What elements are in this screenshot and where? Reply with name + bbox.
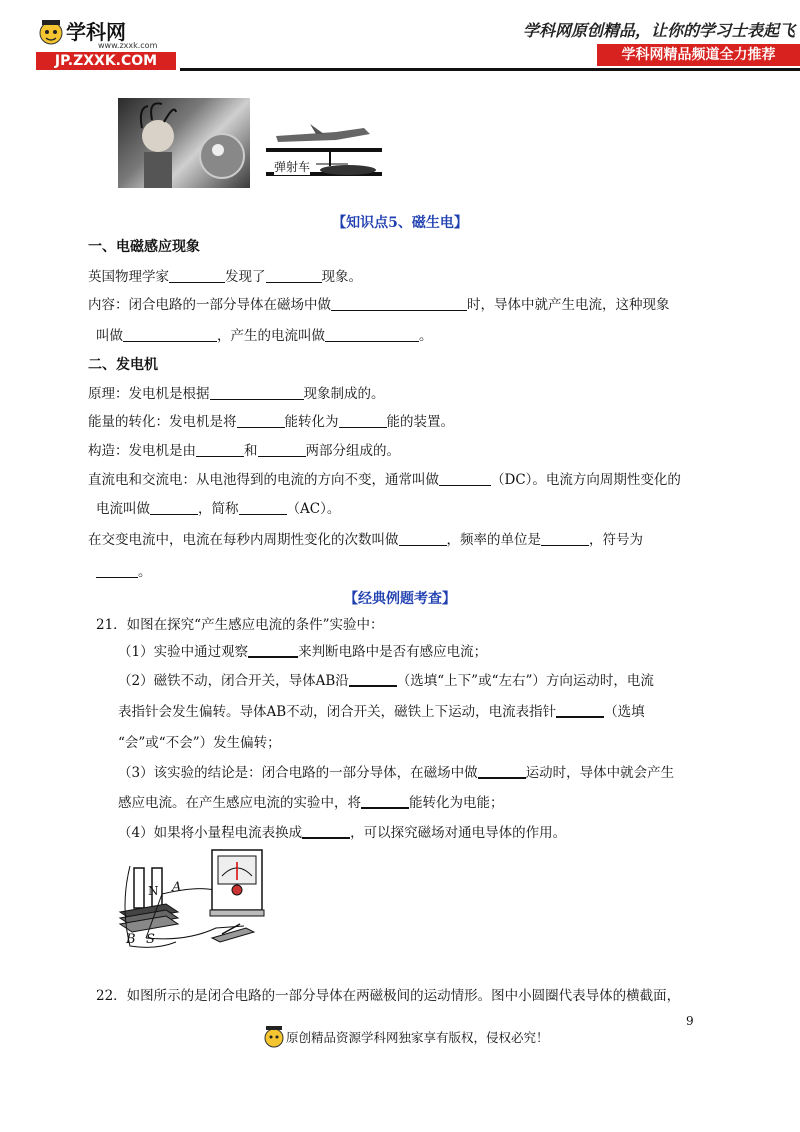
- label-n: N: [148, 884, 159, 898]
- blank: [196, 442, 244, 457]
- header: [0, 0, 800, 80]
- blank: [439, 471, 491, 486]
- label-b: B: [126, 932, 136, 947]
- blank: [210, 385, 304, 400]
- logo-url: www.zxxk.com: [98, 41, 158, 50]
- q21-part2-line1: （2）磁铁不动，闭合开关，导体AB沿 （选填“上下”或“左右”）方向运动时，电流: [118, 673, 654, 689]
- footer: [262, 1020, 622, 1054]
- q21-part3-line2: 感应电流。在产生感应电流的实验中，将 能转化为电能；: [118, 795, 504, 811]
- label-s: S: [146, 932, 155, 947]
- blank: [399, 531, 447, 546]
- para-1: 英国物理学家 发现了 现象。: [88, 269, 362, 285]
- blank: [237, 413, 285, 428]
- para-5: 能量的转化：发电机是将 能转化为 能的装置。: [88, 414, 454, 430]
- q21-part4: （4）如果将小量程电流表换成 ，可以探究磁场对通电导体的作用。: [118, 825, 567, 841]
- blank: [258, 442, 306, 457]
- para-7: 直流电和交流电：从电池得到的电流的方向不变，通常叫做 （DC）。电流方向周期性变化的: [88, 472, 681, 488]
- header-slogan: 学科网原创精品，让你的学习士表起飞: [522, 21, 795, 40]
- heading-1: 一、电磁感应现象: [88, 239, 200, 255]
- figure-induction-apparatus: [116, 846, 266, 950]
- blank: [239, 500, 287, 515]
- examples-title: 【经典例题考查】: [344, 591, 456, 607]
- logo-site: JP.ZXXK.COM: [36, 52, 176, 70]
- blank: [169, 268, 225, 283]
- figure-catapult: [266, 120, 382, 186]
- q21-part2-line2: 表指针会发生偏转。导体AB不动，闭合开关，磁铁上下运动，电流表指针 （选填: [118, 704, 645, 720]
- q21-part1: （1）实验中通过观察 来判断电路中是否有感应电流；: [118, 644, 488, 660]
- logo-name: 学科网: [66, 20, 126, 44]
- blank: [339, 413, 387, 428]
- catapult-label: 弹射车: [274, 160, 311, 174]
- para-6: 构造：发电机是由 和 两部分组成的。: [88, 443, 400, 459]
- header-rule: [180, 68, 800, 71]
- para-9: 在交变电流中，电流在每秒内周期性变化的次数叫做 ，频率的单位是 ，符号为: [88, 532, 643, 548]
- mascot-icon: [36, 16, 66, 46]
- blank: [541, 531, 589, 546]
- q21-part3-line1: （3）该实验的结论是：闭合电路的一部分导体，在磁场中做 运动时，导体中就会产生: [118, 765, 675, 781]
- footer-copyright: 原创精品资源学科网独家享有版权，侵权必究！: [286, 1030, 549, 1045]
- para-10: 。: [96, 560, 152, 580]
- blank: [478, 763, 526, 779]
- page-number: 9: [686, 1014, 694, 1028]
- blank: [248, 642, 298, 658]
- blank: [349, 671, 397, 687]
- q21-part2-line3: “会”或“不会”）发生偏转；: [118, 735, 281, 751]
- label-a: A: [172, 880, 182, 895]
- blank: [123, 327, 217, 342]
- blank: [325, 327, 419, 342]
- photo-plasma-ball: [118, 98, 250, 188]
- mascot-icon: [262, 1022, 286, 1050]
- blank: [331, 296, 467, 311]
- q22-stem: 22．如图所示的是闭合电路的一部分导体在两磁极间的运动情形。图中小圆圈代表导体的横截面，: [96, 988, 681, 1004]
- logo[interactable]: [36, 14, 181, 72]
- para-3: 叫做 ，产生的电流叫做 。: [96, 328, 433, 344]
- blank: [556, 702, 604, 718]
- header-channel: 学科网精品频道全力推荐: [597, 44, 800, 66]
- blank: [302, 823, 350, 839]
- para-2: 内容：闭合电路的一部分导体在磁场中做 时，导体中就产生电流，这种现象: [88, 297, 670, 313]
- blank: [266, 268, 322, 283]
- para-8: 电流叫做 ，简称 （AC）。: [96, 501, 341, 517]
- para-4: 原理：发电机是根据 现象制成的。: [88, 386, 385, 402]
- section-title: 【知识点5、磁生电】: [332, 215, 468, 231]
- blank: [96, 563, 138, 578]
- blank: [150, 500, 198, 515]
- blank: [361, 793, 409, 809]
- heading-2: 二、发电机: [88, 357, 158, 373]
- q21-stem: 21．如图在探究“产生感应电流的条件”实验中：: [96, 617, 384, 633]
